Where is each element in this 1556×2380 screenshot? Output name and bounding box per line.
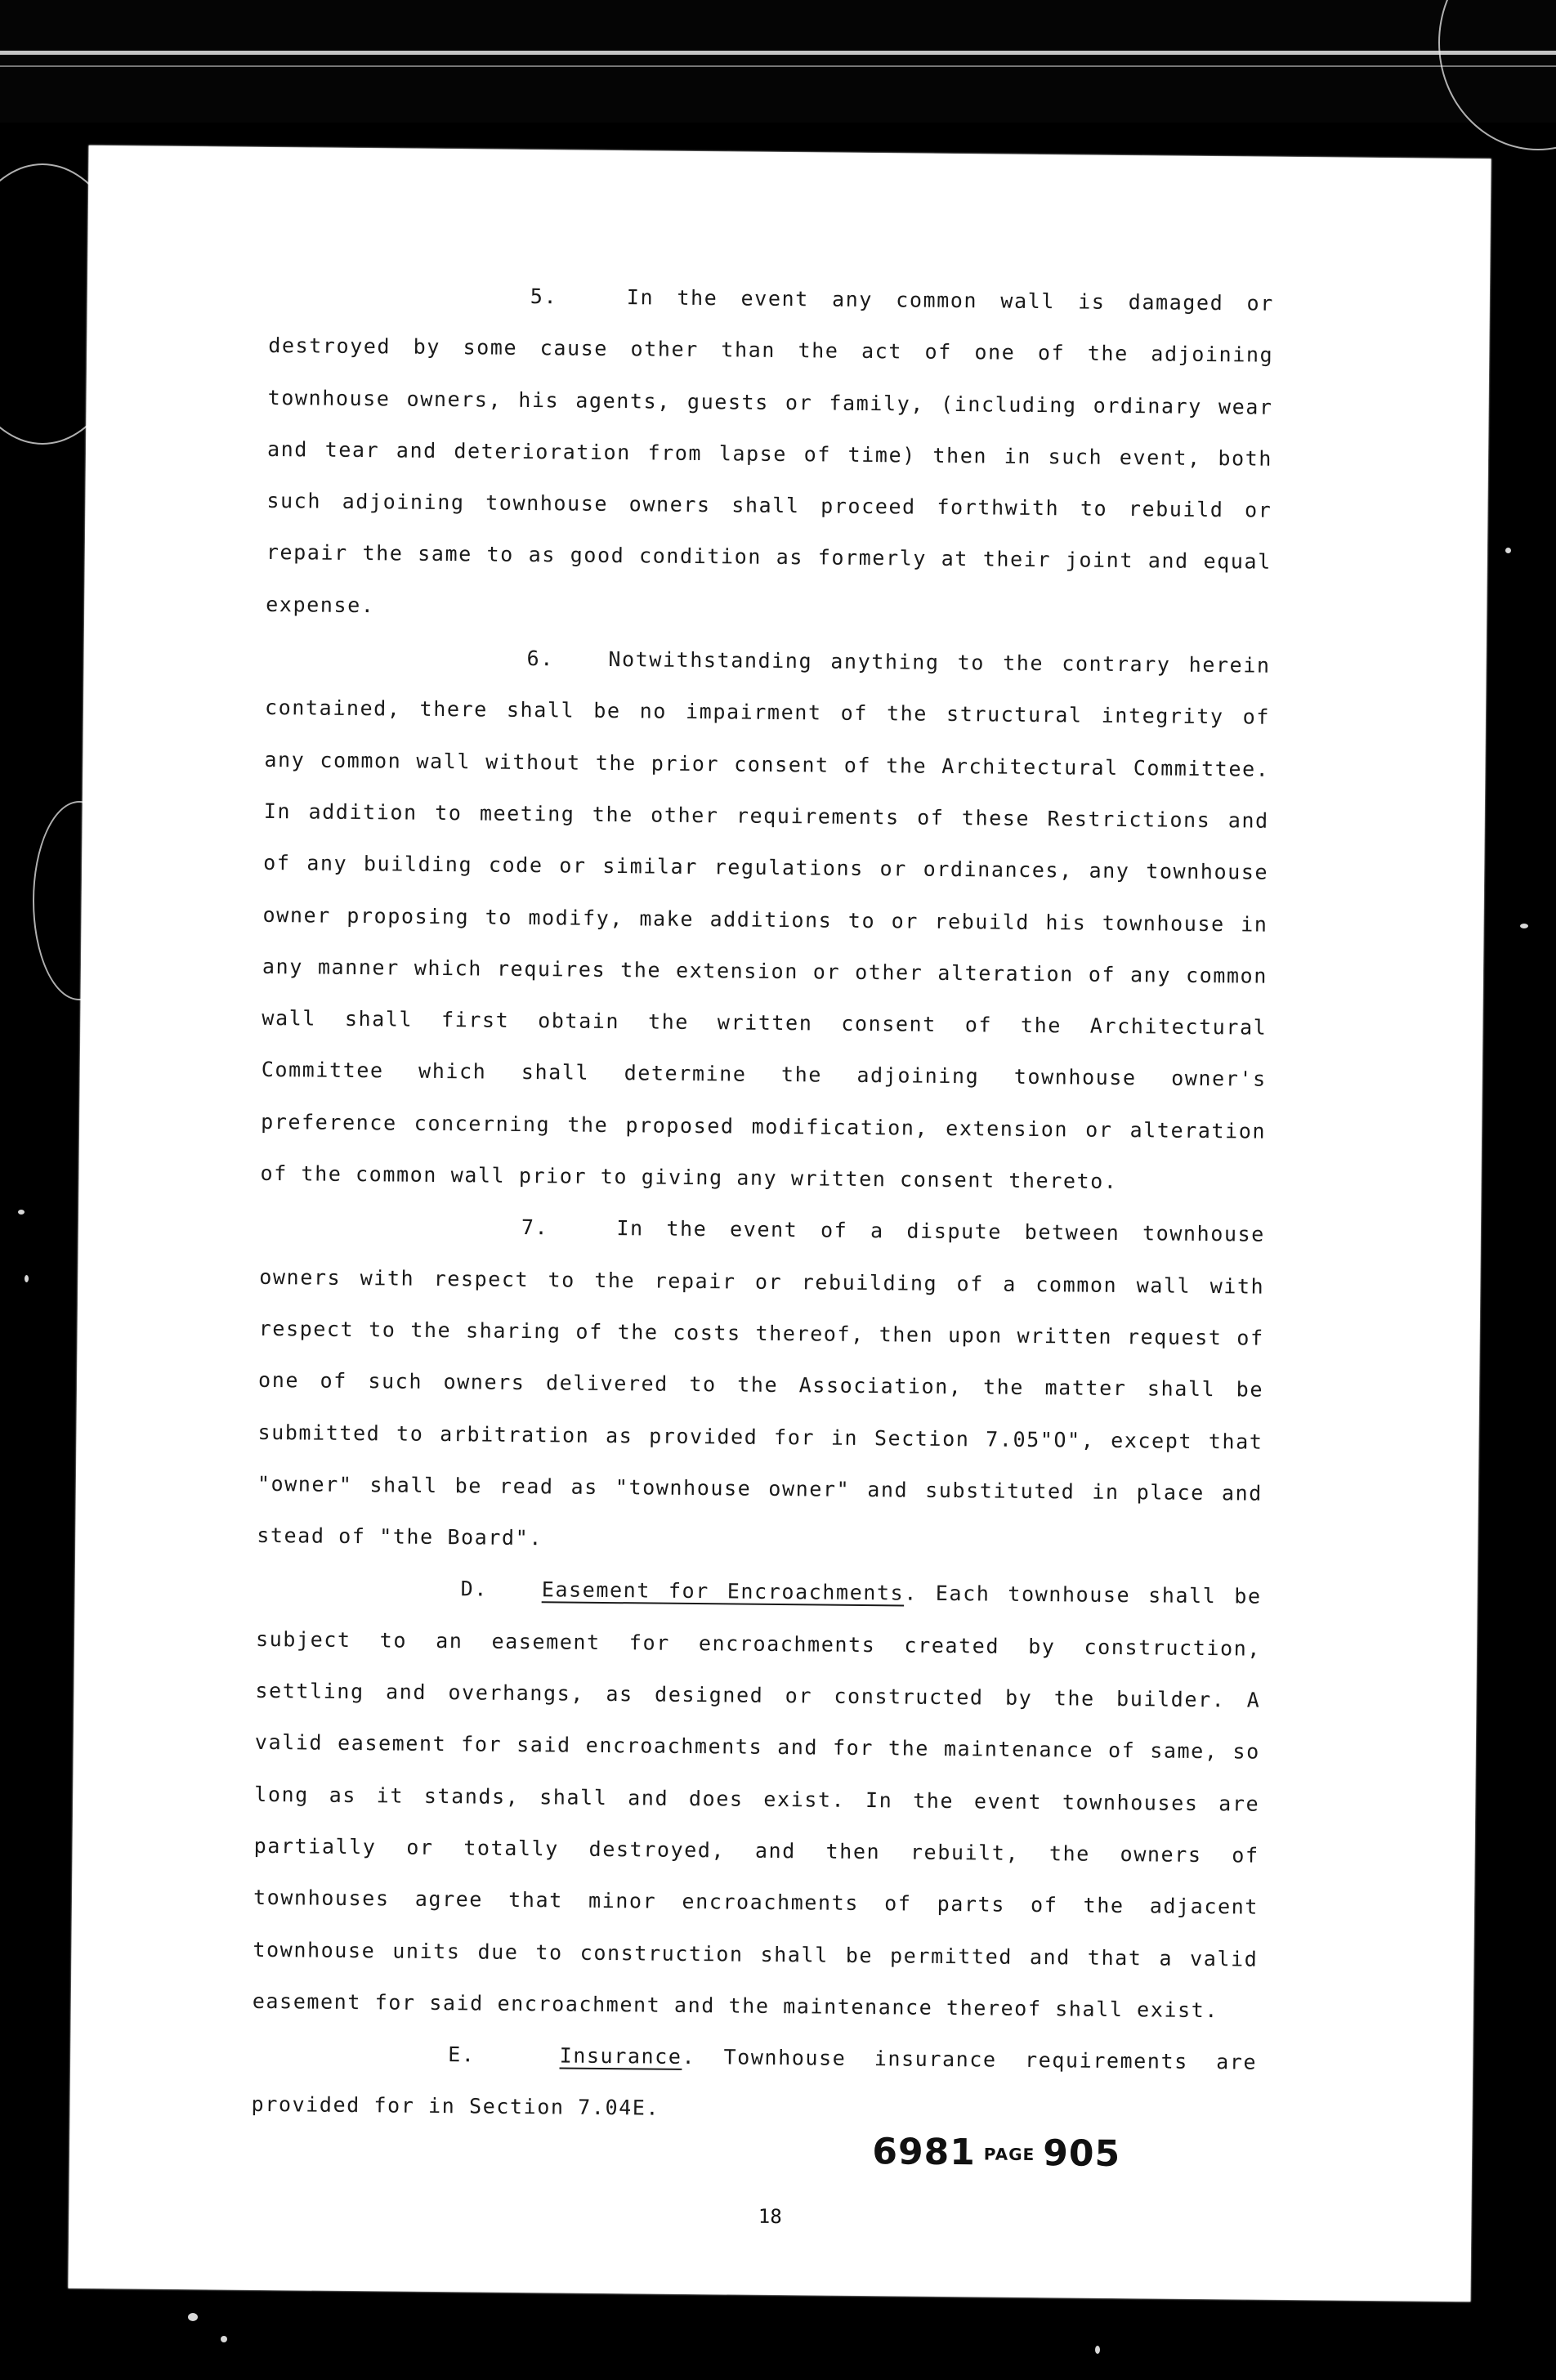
section-heading: Insurance [559,2043,682,2069]
scan-artifact-line [0,51,1556,55]
book-number: 6981 [872,2131,977,2174]
paragraph-text: In the event any common wall is damaged or destroyed by some cause other than the act of one of the adjoining townhouse owners, his agents, guests or family, (including ordinary wear and tear and deterioration from lapse of time) then in such event, both such adjoining townhouse owners shall proceed forthwith to rebuild or repair the same to as good condition as formerly at their joint and equal expense. [266,285,1288,617]
scan-border-top [0,0,1556,123]
scan-speckle [221,2336,227,2342]
document-page [68,145,1491,2302]
section-text: . Townhouse insurance requirements are provided for in Section 7.04E. [251,2044,1271,2121]
paragraph-text: Notwithstanding anything to the contrary herein contained, there shall be no impairment of the structural integrity of any common wall without the prior consent of the Architectural Committee. In addition to meeting the other requirements of these Restrictions and of any building code or similar regulations or ordinances, any townhouse owner proposing to modify, make additions to or rebuild his townhouse in any manner which requires the extension or other alteration of any common wall shall first obtain the written consent of the Architectural Committee which shall determine the adjoining townhouse owner's preference concerning the proposed modification, extension or alteration of the common wall prior to giving any written consent thereto. [260,647,1285,1194]
scan-artifact-scratch [1438,0,1556,150]
page-number: 18 [758,2204,782,2229]
section-heading: Easement for Encroachments [541,1577,905,1605]
section-letter: D. [460,1577,489,1602]
paragraph-5 [266,268,1288,640]
stamp-page-label: PAGE [983,2144,1035,2165]
scan-speckle [18,1210,25,1215]
scan-speckle [1520,924,1528,928]
scan-speckle [1505,548,1511,553]
section-text: . Each townhouse shall be subject to an easement for encroachments created by construction, settling and overhangs, as designed or constructed by the builder. A valid easement for said encroachments and for the maintenance of same, so long as it stands, shall and does exist. In the event townhouses are partially or totally destroyed, and then rebuilt, the owners of townhouses agree that minor encroachments of parts of the adjacent townhouse units due to construction shall be permitted and that a valid easement for said encroachment and the maintenance thereof shall exist. [252,1581,1276,2022]
stamp-page-number: 905 [1042,2132,1121,2176]
paragraph-7 [257,1199,1279,1571]
scan-speckle [188,2313,198,2321]
section-letter: E. [448,2042,476,2067]
scan-artifact-line-thin [0,65,1556,67]
section-d-easement [252,1561,1276,2036]
paragraph-number: 6. [526,646,555,671]
scan-speckle [25,1275,29,1282]
paragraph-6 [260,630,1285,1209]
paragraph-number: 5. [530,284,558,309]
recording-stamp [872,2131,1120,2175]
document-body [251,268,1288,2140]
paragraph-text: In the event of a dispute between townhouse owners with respect to the repair or rebuilding of a common wall with respect to the sharing of the costs thereof, then upon written request of one of such owners delivered to the Association, the matter shall be submitted to arbitration as provided for in Section 7.05"O", except that "owner" shall be read as "townhouse owner" and substituted in place and stead of "the Board". [257,1216,1279,1550]
section-e-insurance [251,2027,1271,2140]
scan-speckle [1095,2346,1100,2354]
paragraph-number: 7. [521,1215,549,1240]
